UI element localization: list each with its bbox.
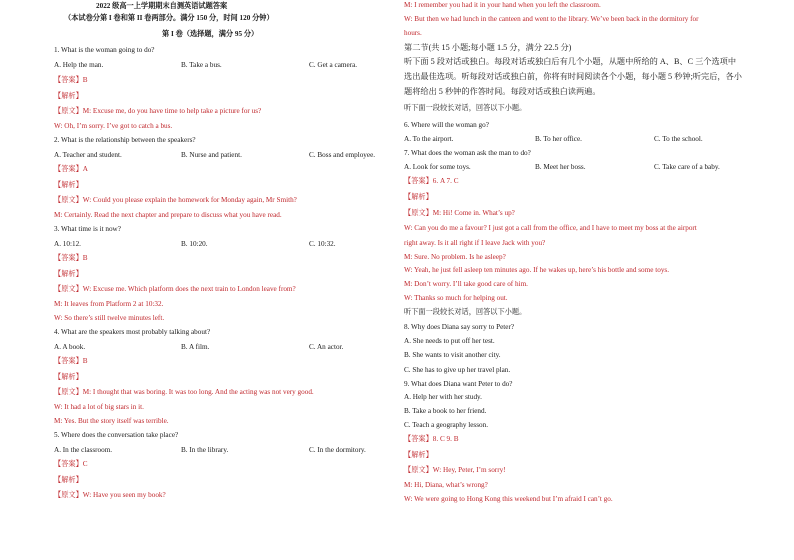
- q7-option-c: C. Take care of a baby.: [654, 163, 720, 171]
- q1-answer: 【答案】B: [54, 76, 88, 84]
- q2-option-b: B. Nurse and patient.: [181, 151, 242, 159]
- q2-option-a: A. Teacher and student.: [54, 151, 122, 159]
- q4-transcript-3: M: Yes. But the story itself was terrible.: [54, 417, 169, 425]
- q9-option-a: A. Help her with her study.: [404, 393, 482, 401]
- q8-9-analysis: 【解析】: [404, 451, 433, 459]
- q4-analysis: 【解析】: [54, 373, 83, 381]
- q8-9-transcript-2: M: Hi, Diana, what’s wrong?: [404, 481, 488, 489]
- q5-option-a: A. In the classroom.: [54, 446, 113, 454]
- q8-option-c: C. She has to give up her travel plan.: [404, 366, 511, 374]
- transcript-continued-2: W: But then we had lunch in the canteen and went to the library. We’ve been back in the dormitory for: [404, 15, 699, 23]
- q9-option-b: B. Take a book to her friend.: [404, 407, 487, 415]
- q2-transcript-1: 【原文】W: Could you please explain the homework for Monday again, Mr Smith?: [54, 196, 297, 204]
- q6-7-transcript-6: M: Don’t worry. I’ll take good care of him.: [404, 280, 528, 288]
- q9-option-c: C. Teach a geography lesson.: [404, 421, 488, 429]
- q4-transcript-1: 【原文】M: I thought that was boring. It was too long. And the acting was not very good.: [54, 388, 314, 396]
- q4-option-a: A. A book.: [54, 343, 86, 351]
- listening-instruction-1: 听下面一段较长对话，回答以下小题。: [404, 104, 527, 112]
- q6-7-transcript-1: 【原文】M: Hi! Come in. What’s up?: [404, 209, 515, 217]
- q2-transcript-2: M: Certainly. Read the next chapter and prepare to discuss what you have read.: [54, 211, 282, 219]
- q4-transcript-2: W: It had a lot of big stars in it.: [54, 403, 144, 411]
- q1-analysis: 【解析】: [54, 92, 83, 100]
- q3-transcript-2: M: It leaves from Platform 2 at 10:32.: [54, 300, 164, 308]
- question-2: 2. What is the relationship between the speakers?: [54, 136, 196, 144]
- question-8: 8. Why does Diana say sorry to Peter?: [404, 323, 515, 331]
- q5-analysis: 【解析】: [54, 476, 83, 484]
- q8-9-transcript-1: 【原文】W: Hey, Peter, I’m sorry!: [404, 466, 506, 474]
- q1-transcript-1: 【原文】M: Excuse me, do you have time to help take a picture for us?: [54, 107, 262, 115]
- q2-option-c: C. Boss and employee.: [309, 151, 376, 159]
- q2-analysis: 【解析】: [54, 181, 83, 189]
- document-subtitle: （本试卷分第 I 卷和第 II 卷两部分。满分 150 分，时间 120 分钟）: [64, 14, 274, 22]
- q7-option-b: B. Meet her boss.: [535, 163, 586, 171]
- q1-option-b: B. Take a bus.: [181, 61, 222, 69]
- question-9: 9. What does Diana want Peter to do?: [404, 380, 513, 388]
- question-6: 6. Where will the woman go?: [404, 121, 489, 129]
- q3-transcript-1: 【原文】W: Excuse me. Which platform does the next train to London leave from?: [54, 285, 296, 293]
- question-3: 3. What time is it now?: [54, 225, 121, 233]
- q2-answer: 【答案】A: [54, 165, 88, 173]
- section-2-instructions-2: 选出最佳选项。听每段对话或独白前，你将有时间阅读各个小题，每小题 5 秒钟;听完后，各小: [404, 72, 742, 81]
- transcript-continued-3: hours.: [404, 29, 422, 37]
- q5-option-c: C. In the dormitory.: [309, 446, 366, 454]
- section-2-instructions-3: 题将给出 5 秒钟的作答时间。每段对话或独白读两遍。: [404, 87, 601, 96]
- q1-transcript-2: W: Oh, I’m sorry. I’ve got to catch a bus.: [54, 122, 173, 130]
- q8-9-transcript-3: W: We were going to Hong Kong this weekend but I’m afraid I can’t go.: [404, 495, 613, 503]
- q6-7-analysis: 【解析】: [404, 193, 433, 201]
- q6-7-transcript-5: W: Yeah, he just fell asleep ten minutes ago. If he wakes up, here’s his bottle and some toys.: [404, 266, 670, 274]
- transcript-continued-1: M: I remember you had it in your hand when you left the classroom.: [404, 1, 601, 9]
- q3-transcript-3: W: So there’s still twelve minutes left.: [54, 314, 165, 322]
- q4-option-c: C. An actor.: [309, 343, 344, 351]
- question-4: 4. What are the speakers most probably talking about?: [54, 328, 211, 336]
- q4-option-b: B. A film.: [181, 343, 210, 351]
- q4-answer: 【答案】B: [54, 357, 88, 365]
- section-2-instructions-1: 听下面 5 段对话或独白。每段对话或独白后有几个小题，从题中所给的 A、B、C 三个选项中: [404, 57, 737, 66]
- q8-option-a: A. She needs to put off her test.: [404, 337, 495, 345]
- q3-option-a: A. 10:12.: [54, 240, 81, 248]
- q6-7-transcript-2: W: Can you do me a favour? I just got a call from the office, and I have to meet my boss at the airport: [404, 224, 697, 232]
- q1-option-a: A. Help the man.: [54, 61, 104, 69]
- q6-7-transcript-3: right away. Is it all right if I leave Jack with you?: [404, 239, 546, 247]
- q3-option-c: C. 10:32.: [309, 240, 336, 248]
- q1-option-c: C. Get a camera.: [309, 61, 358, 69]
- q7-option-a: A. Look for some toys.: [404, 163, 471, 171]
- q6-7-transcript-7: W: Thanks so much for helping out.: [404, 294, 508, 302]
- q6-7-transcript-4: M: Sure. No problem. Is he asleep?: [404, 253, 506, 261]
- q6-option-a: A. To the airport.: [404, 135, 454, 143]
- q5-option-b: B. In the library.: [181, 446, 229, 454]
- q5-transcript-1: 【原文】W: Have you seen my book?: [54, 491, 166, 499]
- question-5: 5. Where does the conversation take place?: [54, 431, 179, 439]
- document-title: 2022 级高一上学期期末自测英语试题答案: [96, 2, 228, 10]
- q8-9-answer: 【答案】8. C 9. B: [404, 435, 459, 443]
- q3-analysis: 【解析】: [54, 270, 83, 278]
- question-1: 1. What is the woman going to do?: [54, 46, 155, 54]
- section-2-heading: 第二节(共 15 小题;每小题 1.5 分，满分 22.5 分): [404, 43, 572, 52]
- listening-instruction-2: 听下面一段较长对话，回答以下小题。: [404, 308, 527, 316]
- q5-answer: 【答案】C: [54, 460, 88, 468]
- q6-7-answer: 【答案】6. A 7. C: [404, 177, 459, 185]
- question-7: 7. What does the woman ask the man to do?: [404, 149, 531, 157]
- q3-answer: 【答案】B: [54, 254, 88, 262]
- part-heading: 第 I 卷（选择题，满分 95 分）: [162, 30, 259, 38]
- q6-option-c: C. To the school.: [654, 135, 703, 143]
- q3-option-b: B. 10:20.: [181, 240, 208, 248]
- q6-option-b: B. To her office.: [535, 135, 582, 143]
- q8-option-b: B. She wants to visit another city.: [404, 351, 501, 359]
